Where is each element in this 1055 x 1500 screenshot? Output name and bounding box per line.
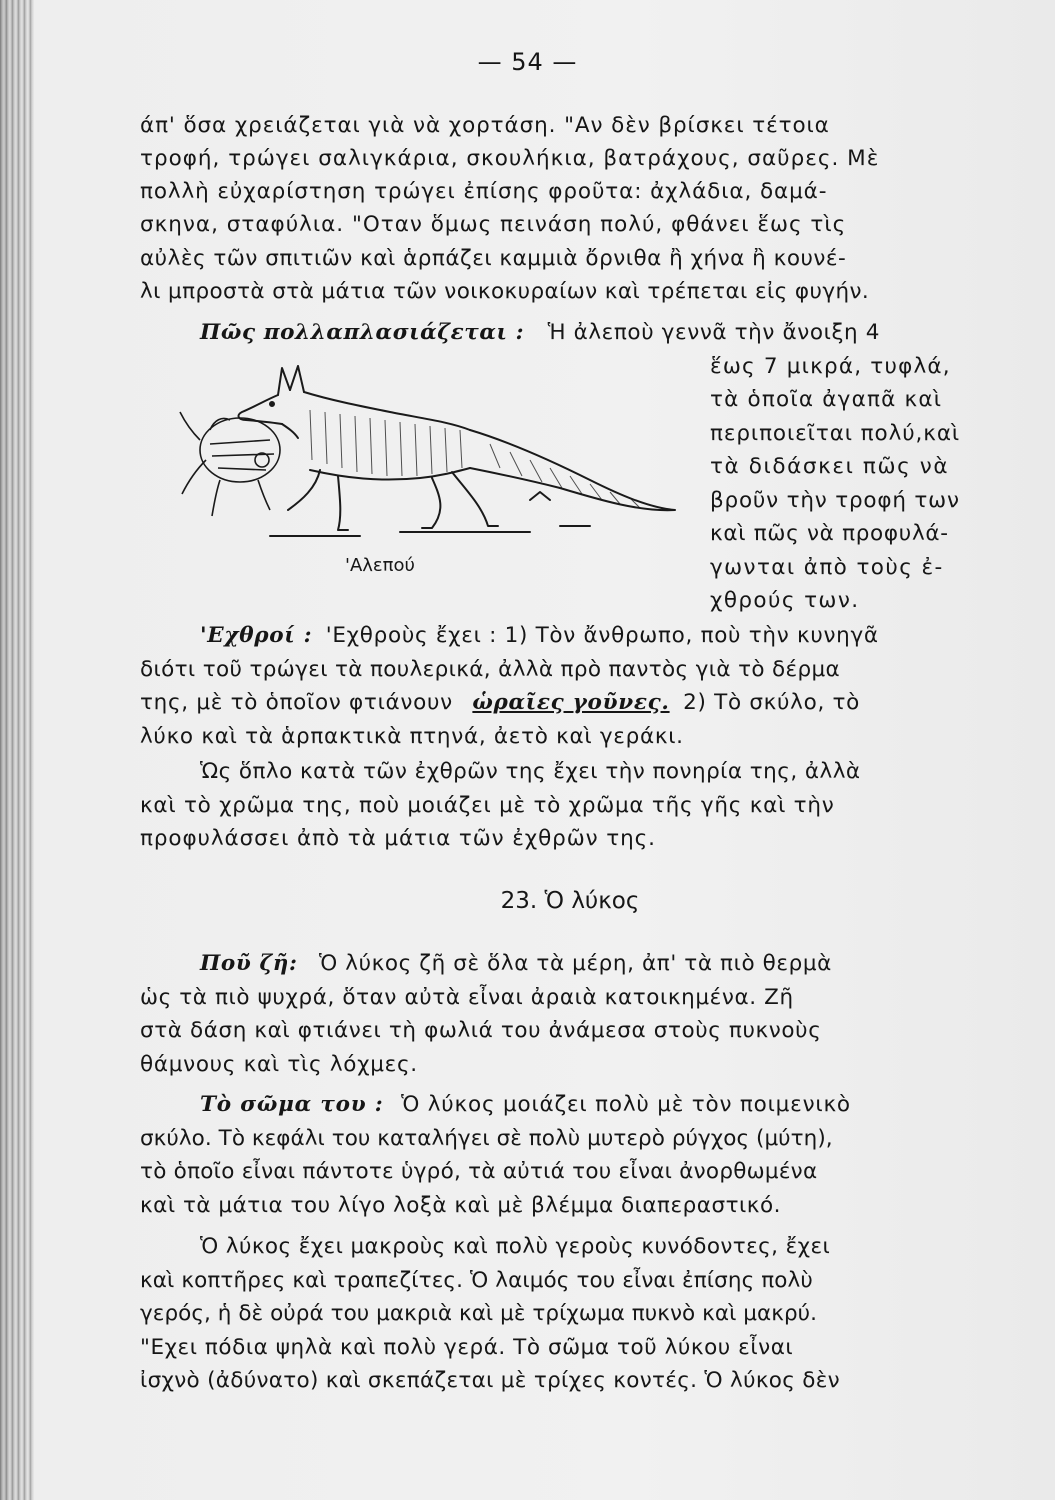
habitat-line-4: θάμνους καὶ τὶς λόχμες.: [140, 1052, 418, 1077]
section-heading-wolf: 23. Ὁ λύκος: [500, 888, 640, 914]
breeding-line-8: γωνται ἀπὸ τοὺς ἐ-: [710, 555, 944, 580]
enemies-paragraph-first-line: [200, 625, 879, 647]
teeth-line-4: "Εχει πόδια ψηλὰ καὶ πολὺ γερά. Τὸ σῶμα τοῦ λύκου εἶναι: [140, 1335, 794, 1360]
fox-text-line-4: σκηνα, σταφύλια. "Οταν ὅμως πεινάση πολύ, φθάνει ἕως τὶς: [140, 212, 847, 237]
page-number: — 54 —: [477, 48, 578, 76]
fox-text-line-6: λι μπροστὰ στὰ μάτια τῶν νοικοκυραίων καὶ τρέπεται εἰς φυγήν.: [140, 279, 870, 304]
habitat-paragraph-first-line: [200, 953, 832, 975]
breeding-lead-heading: Πῶς πολλαπλασιάζεται :: [200, 320, 525, 345]
fur-coats-emphasis: ὡραῖες γοῦνες.: [472, 690, 670, 715]
breeding-line-6: βροῦν τὴν τροφή των: [710, 488, 960, 513]
enemies-line-4: λύκο καὶ τὰ ἁρπακτικὰ πτηνά, ἀετὸ καὶ γεράκι.: [140, 724, 684, 749]
body-line-3: τὸ ὁποῖο εἶναι πάντοτε ὑγρό, τὰ αὐτιά του εἶναι ἀνορθωμένα: [140, 1159, 818, 1184]
body-first-text: Ὁ λύκος μοιάζει πολὺ μὲ τὸν ποιμενικὸ: [401, 1092, 851, 1117]
habitat-line-2: ὡς τὰ πιὸ ψυχρά, ὅταν αὐτὰ εἶναι ἀραιὰ κατοικημένα. Ζῆ: [140, 985, 794, 1010]
book-spine-edge: [0, 0, 34, 1500]
habitat-lead-heading: Ποῦ ζῆ:: [200, 951, 298, 976]
weapon-line-3: προφυλάσσει ἀπὸ τὰ μάτια τῶν ἐχθρῶν της.: [140, 826, 656, 851]
breeding-line-2: ἕως 7 μικρά, τυφλά,: [710, 354, 951, 379]
enemies-line-3: [140, 692, 860, 714]
enemies-lead-heading: 'Εχθροί :: [200, 623, 313, 648]
habitat-first-text: Ὁ λύκος ζῆ σὲ ὅλα τὰ μέρη, ἀπ' τὰ πιὸ θερμὰ: [319, 951, 832, 976]
enemies-line-3-end: 2) Τὸ σκύλο, τὸ: [683, 690, 861, 715]
fox-text-line-1: άπ' ὅσα χρειάζεται γιὰ νὰ χορτάση. "Αν δὲν βρίσκει τέτοια: [140, 113, 830, 138]
breeding-first-text: Ἡ ἀλεποὺ γεννᾶ τὴν ἄνοιξη 4: [547, 320, 880, 345]
teeth-line-1: Ὁ λύκος ἔχει μακροὺς καὶ πολὺ γεροὺς κυνόδοντες, ἔχει: [200, 1234, 831, 1259]
teeth-line-2: καὶ κοπτῆρες καὶ τραπεζίτες. Ὁ λαιμός του εἶναι ἐπίσης πολὺ: [140, 1268, 813, 1293]
body-paragraph-first-line: [200, 1094, 851, 1116]
breeding-line-5: τὰ διδάσκει πῶς νὰ: [710, 454, 950, 479]
breeding-line-7: καὶ πῶς νὰ προφυλά-: [710, 521, 949, 546]
enemies-line-2: διότι τοῦ τρώγει τὰ πουλερικά, ἀλλὰ πρὸ παντὸς γιὰ τὸ δέρμα: [140, 657, 841, 682]
enemies-line-3-start: της, μὲ τὸ ὁποῖον φτιάνουν: [140, 690, 453, 715]
fox-text-line-2: τροφή, τρώγει σαλιγκάρια, σκουλήκια, βατράχους, σαῦρες. Μὲ: [140, 146, 880, 171]
weapon-line-2: καὶ τὸ χρῶμα της, ποὺ μοιάζει μὲ τὸ χρῶμα τῆς γῆς καὶ τὴν: [140, 793, 835, 818]
breeding-line-3: τὰ ὁποῖα ἀγαπᾶ καὶ: [710, 387, 943, 412]
body-line-4: καὶ τὰ μάτια του λίγο λοξὰ καὶ μὲ βλέμμα διαπεραστικό.: [140, 1193, 781, 1218]
fox-carrying-hen-illustration: [170, 360, 690, 550]
fox-text-line-3: πολλὴ εὐχαρίστηση τρώγει ἐπίσης φροῦτα: ἀχλάδια, δαμά-: [140, 179, 828, 204]
enemies-first-text: 'Εχθροὺς ἔχει : 1) Τὸν ἄνθρωπο, ποὺ τὴν κυνηγᾶ: [325, 623, 879, 648]
breeding-line-9: χθρούς των.: [710, 588, 860, 613]
habitat-line-3: στὰ δάση καὶ φτιάνει τὴ φωλιά του ἀνάμεσα στοὺς πυκνοὺς: [140, 1018, 822, 1043]
figure-caption: 'Αλεπού: [345, 555, 415, 576]
fox-text-line-5: αὐλὲς τῶν σπιτιῶν καὶ ἁρπάζει καμμιὰ ὄρνιθα ἢ χήνα ἢ κουνέ-: [140, 246, 847, 271]
body-lead-heading: Τὸ σῶμα του :: [200, 1092, 384, 1117]
weapon-line-1: Ὡς ὅπλο κατὰ τῶν ἐχθρῶν της ἔχει τὴν πονηρία της, ἀλλὰ: [200, 759, 861, 784]
body-line-2: σκύλο. Τὸ κεφάλι του καταλήγει σὲ πολὺ μυτερὸ ρύγχος (μύτη),: [140, 1126, 833, 1151]
breeding-line-4: περιποιεῖται πολύ,καὶ: [710, 421, 961, 446]
teeth-line-3: γερός, ἡ δὲ οὐρά του μακριὰ καὶ μὲ τρίχωμα πυκνὸ καὶ μακρύ.: [140, 1301, 818, 1326]
teeth-line-5: ἰσχνὸ (ἀδύνατο) καὶ σκεπάζεται μὲ τρίχες κοντές. Ὁ λύκος δὲν: [140, 1368, 840, 1393]
breeding-paragraph-first-line: [200, 322, 880, 344]
